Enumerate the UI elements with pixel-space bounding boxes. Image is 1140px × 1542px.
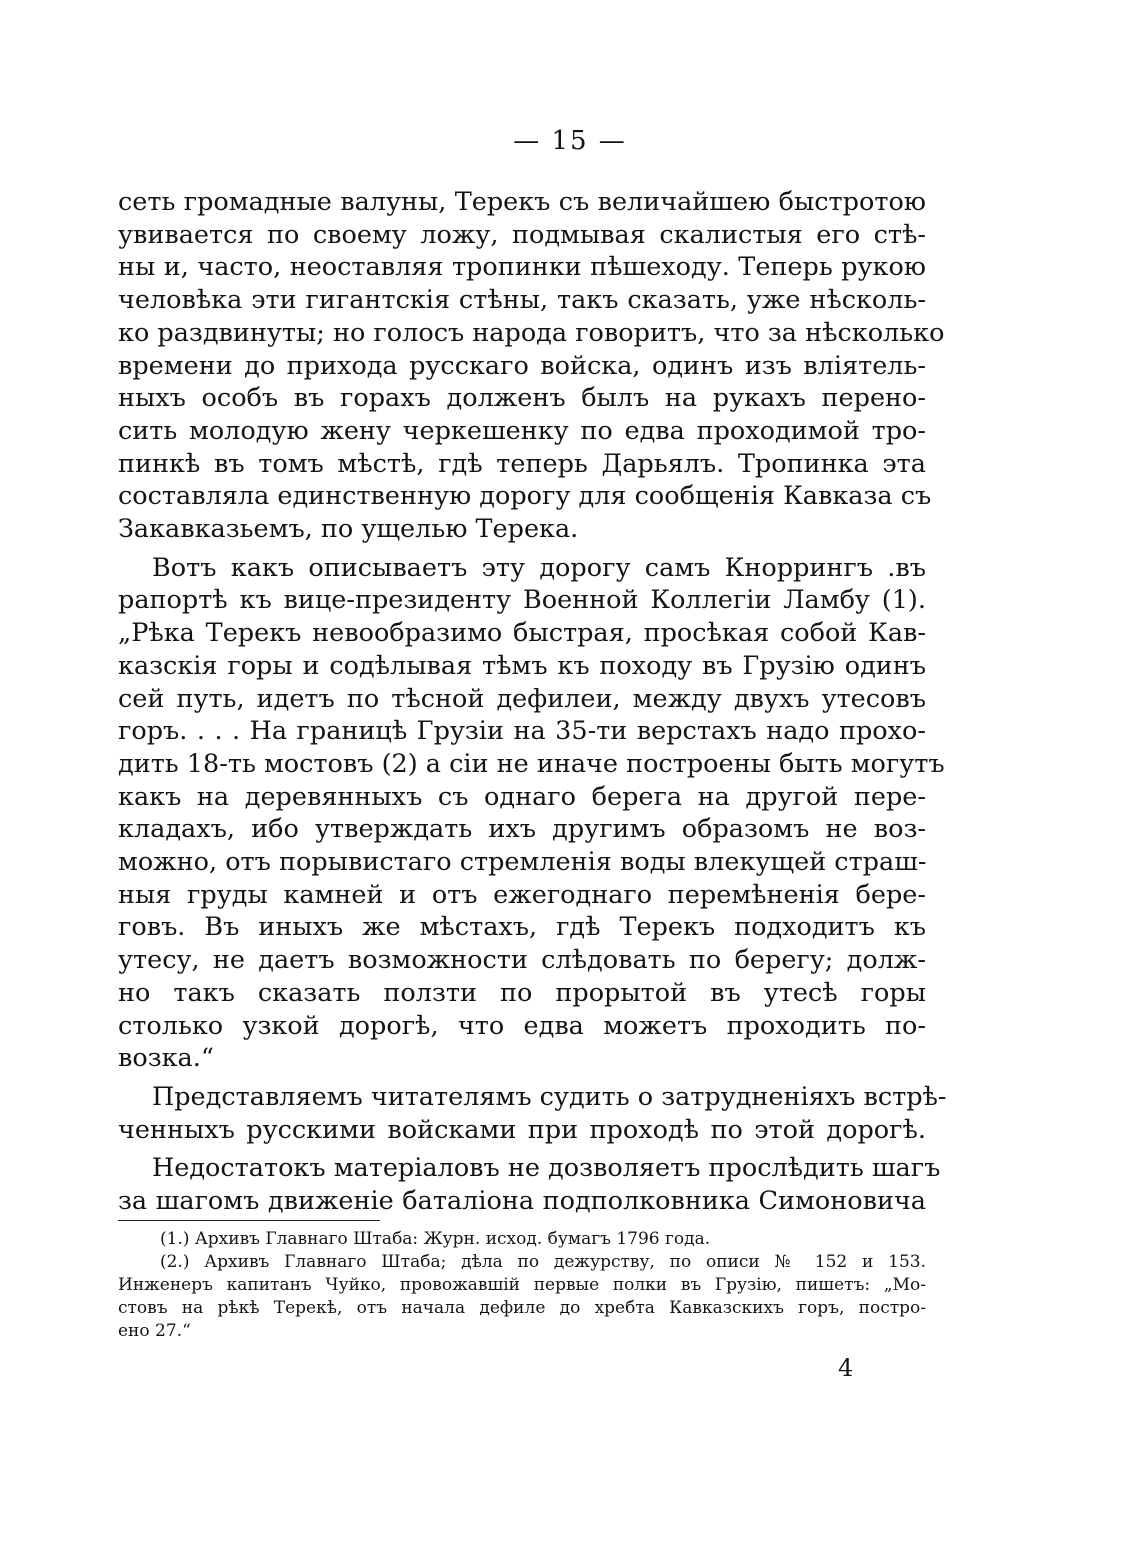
footnote-1: (1.) Архивъ Главнаго Штаба: Журн. исход. бумагъ 1796 года. — [160, 1229, 711, 1249]
text-line: сить молодую жену черкешенку по едва проходимой тро- — [118, 415, 926, 446]
text-line: возка.“ — [118, 1043, 214, 1074]
text-line: можно, отъ порывистаго стремленія воды влекущей страш- — [118, 847, 927, 878]
footnote-2-continued: Инженеръ капитанъ Чуйко, провожавшій первые полки въ Грузію, пишетъ: „Мо- — [118, 1275, 926, 1295]
text-line: горъ. . . . На границѣ Грузіи на 35-ти верстахъ надо прохо- — [118, 716, 926, 747]
paragraph-3 — [118, 1081, 947, 1146]
text-line: сей путь, идетъ по тѣсной дефилеи, между двухъ утесовъ — [118, 683, 926, 714]
text-line: рапортѣ къ вице-президенту Военной Коллегіи Ламбу (1). — [118, 585, 926, 616]
text-line: казскія горы и содѣлывая тѣмъ къ походу въ Грузію одинъ — [118, 650, 926, 681]
text-line: Закавказьемъ, по ущелью Терека. — [118, 514, 579, 545]
footnote-2: (2.) Архивъ Главнаго Штаба; дѣла по дежурству, по описи № 152 и 153. — [160, 1252, 926, 1272]
paragraph-1 — [118, 186, 945, 546]
text-line: увивается по своему ложу, подмывая скалистыя его стѣ- — [118, 219, 926, 250]
text-line: говъ. Въ иныхъ же мѣстахъ, гдѣ Терекъ подходитъ къ — [118, 912, 926, 943]
text-line: дить 18-ть мостовъ (2) а сіи не иначе построены быть могутъ — [118, 748, 945, 779]
signature-mark: 4 — [838, 1354, 854, 1382]
text-line: но такъ сказать ползти по прорытой въ утесѣ горы — [118, 977, 926, 1008]
text-line: столько узкой дорогѣ, что едва можетъ проходить по- — [118, 1010, 926, 1041]
text-line: ныя груды камней и отъ ежегоднаго перемѣненія бере- — [118, 879, 926, 910]
text-line: ны и, часто, неоставляя тропинки пѣшеходу. Теперь рукою — [118, 252, 926, 283]
footnote-2-continued: ено 27.“ — [118, 1321, 191, 1341]
text-line: человѣка эти гигантскія стѣны, такъ сказать, уже нѣсколь- — [118, 285, 926, 316]
paragraph-2 — [118, 552, 945, 1075]
text-line: кладахъ, ибо утверждать ихъ другимъ образомъ не воз- — [118, 814, 926, 845]
text-line: ко раздвинуты; но голосъ народа говоритъ, что за нѣсколько — [118, 317, 945, 348]
text-line: пинкѣ въ томъ мѣстѣ, гдѣ теперь Дарьялъ. Тропинка эта — [118, 448, 926, 479]
main-text — [118, 186, 947, 1218]
text-line: Представляемъ читателямъ судить о затрудненіяхъ встрѣ- — [152, 1081, 947, 1112]
footnote-divider — [118, 1220, 380, 1221]
text-line: Вотъ какъ описываетъ эту дорогу самъ Кноррингъ .въ — [152, 552, 926, 583]
footnote-2-continued: стовъ на рѣкѣ Терекѣ, отъ начала дефиле до хребта Кавказскихъ горъ, постро- — [118, 1298, 926, 1318]
text-line: составляла единственную дорогу для сообщенія Кавказа съ — [118, 481, 932, 512]
paragraph-4 — [118, 1152, 941, 1217]
text-line: Недостатокъ матеріаловъ не дозволяетъ прослѣдить шагъ — [152, 1153, 941, 1184]
text-line: ченныхъ русскими войсками при проходѣ по этой дорогѣ. — [118, 1114, 926, 1145]
text-line: какъ на деревянныхъ съ однаго берега на другой пере- — [118, 781, 926, 812]
footnotes — [118, 1228, 926, 1343]
text-line: ныхъ особъ въ горахъ долженъ былъ на рукахъ перено- — [118, 383, 926, 414]
text-line: утесу, не даетъ возможности слѣдовать по берегу; долж- — [118, 945, 926, 976]
text-line: сеть громадные валуны, Терекъ съ величайшею быстротою — [118, 187, 926, 217]
text-line: времени до прихода русскаго войска, одинъ изъ вліятель- — [118, 350, 926, 381]
text-line: „Рѣка Терекъ невообразимо быстрая, просѣкая собой Кав- — [118, 618, 926, 649]
text-line: за шагомъ движеніе баталіона подполковника Симоновича — [118, 1186, 926, 1217]
page-number-header: — 15 — — [513, 126, 627, 156]
